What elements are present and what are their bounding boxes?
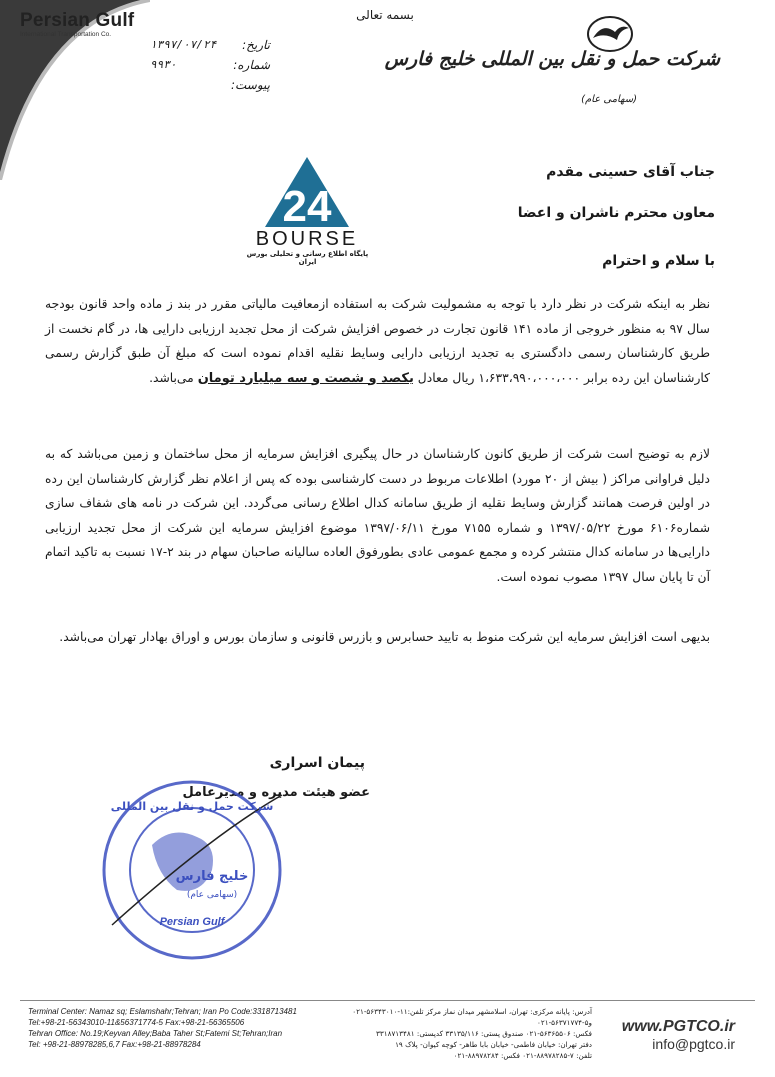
paragraph-3: بدیهی است افزایش سرمایه این شرکت منوط به تایید حسابرس و بازرس قانونی و سازمان بورس و اوراق بهادار تهران می‌باشد. bbox=[59, 630, 710, 644]
company-type-fa: (سهامی عام) bbox=[581, 94, 637, 105]
stamp-type: (سهامی عام) bbox=[186, 890, 238, 900]
stamp-company: شرکت حمل و نقل بین المللی bbox=[110, 800, 274, 813]
footer-en-line: Tehran Office: No.19;Keyvan Alley;Baba Taher St;Fatemi St;Tehran;Iran bbox=[28, 1029, 283, 1038]
website-link[interactable]: www.PGTCO.ir bbox=[621, 1018, 735, 1035]
number-label: شماره: bbox=[233, 58, 270, 72]
paragraph-1 bbox=[45, 292, 710, 391]
footer-en-line: Tel: +98-21-88978285,6,7 Fax:+98-21-88978284 bbox=[28, 1040, 201, 1049]
basmala: بسمه تعالی bbox=[356, 8, 414, 22]
footer-divider bbox=[20, 1000, 755, 1001]
number-value: ۹۹۳۰ bbox=[150, 58, 177, 71]
email-link[interactable]: info@pgtco.ir bbox=[652, 1036, 735, 1052]
bourse-mark-icon bbox=[240, 155, 375, 250]
date-label: تاریخ: bbox=[242, 38, 270, 52]
bourse-wordmark: BOURSE bbox=[255, 228, 359, 250]
svg-text:24: 24 bbox=[282, 182, 332, 231]
date-row bbox=[150, 38, 270, 58]
footer-fa-line: آدرس: پایانه مرکزی: تهران، اسلامشهر میدان نماز مرکز تلفن:۱۱-۵۶۳۴۳۰۱۰-۰۲۱ و۵-۵۶۳۷۱۷۷۴-۰۲۱ bbox=[352, 1007, 592, 1027]
footer-en-line: Tel:+98-21-56343010-11&56371774-5 Fax:+98-21-56365506 bbox=[28, 1018, 245, 1027]
footer-fa-line: فکس: ۵۶۳۶۵۵۰۶-۰۲۱ صندوق پستی: ۳۳۱۳۵/۱۱۶ کدپستی: ۳۳۱۸۷۱۳۴۸۱ bbox=[376, 1029, 592, 1038]
brand-name-en: Persian Gulf bbox=[20, 10, 135, 31]
paragraph-1-end: می‌باشد. bbox=[149, 370, 194, 385]
stamp-name: خلیج فارس bbox=[175, 869, 249, 884]
company-stamp bbox=[92, 775, 292, 965]
signatory-role: عضو هیئت مدیره و مدیرعامل bbox=[182, 785, 370, 800]
recipient-title: معاون محترم ناشران و اعضا bbox=[517, 205, 715, 221]
bourse-caption: پایگاه اطلاع رسانی و تحلیلی بورس ایران bbox=[246, 250, 369, 266]
footer-en-line: Terminal Center: Namaz sq; Eslamshahr;Tehran; Iran Po Code:3318713481 bbox=[28, 1007, 297, 1016]
date-value: ۱۳۹۷/۰۷/۲۴ bbox=[150, 38, 217, 51]
paragraph-2: لازم به توضیح است شرکت از طریق کانون کارشناسان در حال پیگیری افزایش سرمایه از محل ساختمان و زمین می‌باشد که به دلیل فراوانی مراکز ( بیش از ۲۰ مورد) اطلاعات مربوط در دست کارشناسی بوده که پس از اعلام نظر گزارش کارشناسان این رده در اولین فرصت همانند گزارش وسایط نقلیه از طریق سامانه کدال اطلاع رسانی می‌گردد. این شرکت در نامه های شفاف سازی شماره۶۱۰۶ مورخ ۱۳۹۷/۰۵/۲۲ و شماره ۷۱۵۵ مورخ ۱۳۹۷/۰۶/۱۱ موضوع افزایش سرمایه این شرکت از محل تجدید ارزیابی دارایی‌ها در سامانه کدال منتشر کرده و مجمع عمومی عادی بطورفوق العاده سالیانه صاحبان سهام در بند ۲-۱۷ نسبت به تاکید اتمام آن تا پایان سال ۱۳۹۷ مصوب نموده است. bbox=[45, 447, 711, 584]
company-name-fa: شرکت حمل و نقل بین المللی خلیج فارس bbox=[384, 48, 720, 70]
stamp-en: Persian Gulf bbox=[159, 916, 225, 928]
footer-fa-line: دفتر تهران: خیابان فاطمی- خیابان بابا طاهر- کوچه کیوان- پلاک ۱۹ bbox=[395, 1040, 592, 1049]
footer-address-fa bbox=[342, 1006, 592, 1061]
footer-address-en bbox=[28, 1006, 328, 1050]
footer-fa-line: تلفن: ۷-۸۸۹۷۸۲۸۵-۰۲۱ فکس: ۸۸۹۷۸۲۸۴-۰۲۱ bbox=[453, 1051, 592, 1060]
number-row bbox=[150, 58, 270, 78]
paragraph-1-text: نظر به اینکه شرکت در نظر دارد با توجه به مشمولیت شرکت به استفاده ازمعافیت مالیاتی مقرر در بند ز ماده واحد قانون بودجه سال ۹۷ به منظور خروجی از ماده ۱۴۱ قانون تجارت در خصوص افزایش شرکت از محل تجدید ارزیابی دارایی ها، در گام نخست از طریق کارشناسان رسمی دادگستری به تجدید ارزیابی دارایی وسایط نقلیه اقدام نموده است که مبلغ آن طبق گزارش رسمی کارشناسان این رده برابر ۱،۶۳۳،۹۹۰،۰۰۰،۰۰۰ ریال معادل bbox=[45, 297, 710, 385]
paragraph-1-highlight: یکصد و شصت و سه میلیارد تومان bbox=[197, 370, 414, 386]
signatory-name: پیمان اسراری bbox=[269, 755, 365, 771]
recipient: جناب آقای حسینی مقدم bbox=[546, 164, 715, 180]
attachment-row bbox=[150, 78, 270, 98]
letter-meta bbox=[150, 38, 270, 98]
brand-logo-en bbox=[20, 10, 170, 38]
brand-subtitle-en: International Transportation Co. bbox=[20, 31, 112, 38]
greeting: با سلام و احترام bbox=[602, 253, 715, 269]
bourse-logo bbox=[240, 155, 375, 265]
attachment-label: پیوست: bbox=[230, 78, 270, 92]
